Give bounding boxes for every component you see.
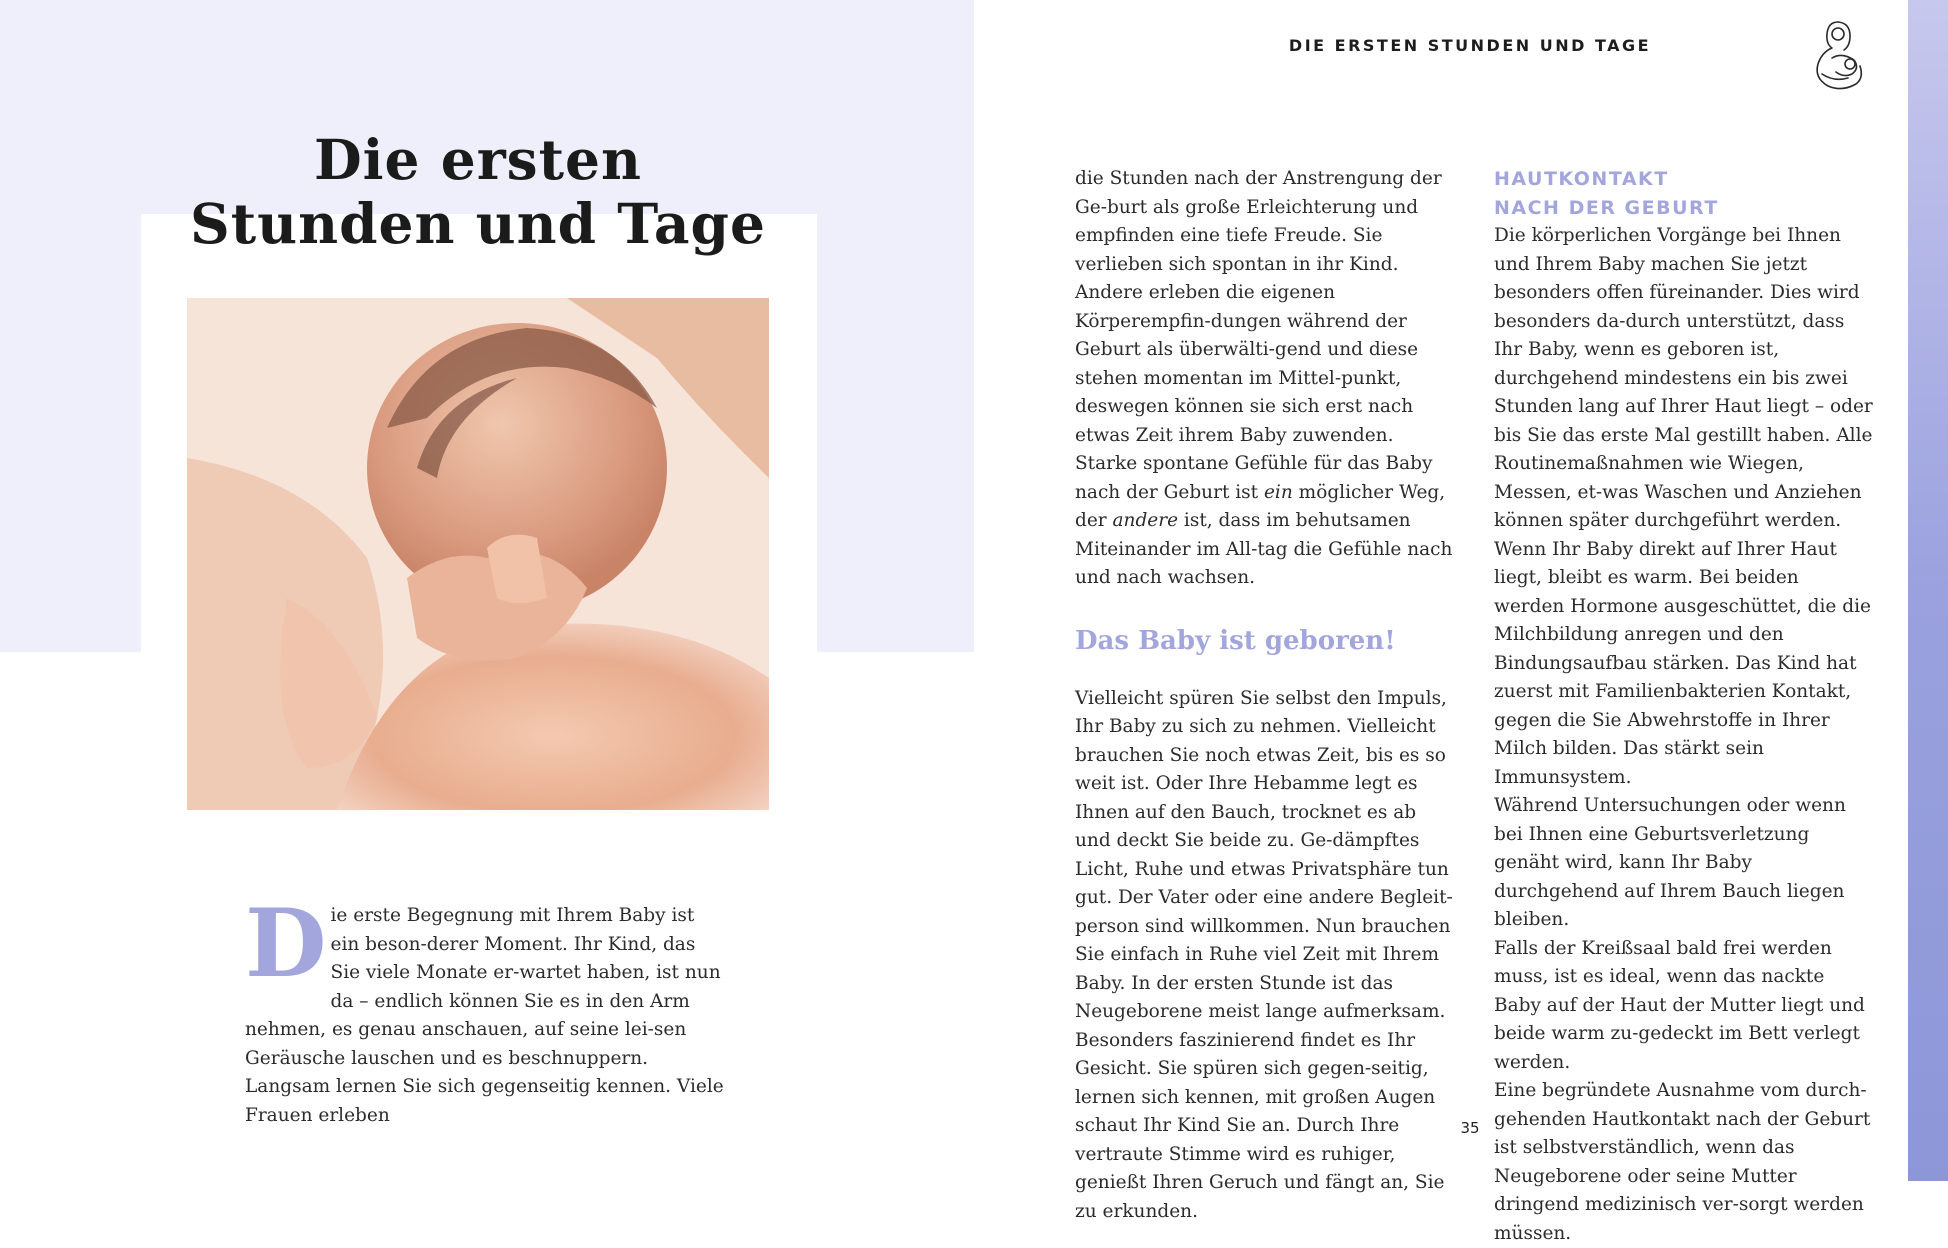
col1-p3-emphasis-ein: ein [1263, 481, 1293, 503]
col2-paragraph-4: Falls der Kreißsaal bald frei werden muss, ist es ideal, wenn das nackte Baby auf der Haut der Mutter liegt und beide warm zu-gedeckt im Bett verlegt werden. [1494, 937, 1865, 1073]
box-heading [1494, 165, 1874, 222]
page-edge-strip [1908, 0, 1948, 1181]
page-number: 35 [1460, 1119, 1480, 1137]
col1-paragraph-2: Andere erleben die eigenen Körperempfin-dungen während der Geburt als überwälti-gend und diese stehen momentan im Mittel-punkt, deswegen können sie sich erst nach etwas Zeit ihrem Baby zuwenden. [1075, 282, 1419, 446]
breastfeeding-mother-icon [1808, 16, 1868, 92]
col2-paragraph-3: Während Untersuchungen oder wenn bei Ihnen eine Geburtsverletzung genäht wird, kann Ihr Baby durchgehend auf Ihrem Bauch liegen bleiben. [1494, 795, 1846, 930]
col2-paragraph-2: Wenn Ihr Baby direkt auf Ihrer Haut liegt, bleibt es warm. Bei beiden werden Hormone ausgeschüttet, die die Milchbildung anregen und den Bindungsaufbau stärken. Das Kind hat zuerst mit Familienbakterien Kontakt, gegen die Sie Abwehrstoffe in Ihrer Milch bilden. Das stärkt sein Immunsystem. [1494, 538, 1871, 788]
col2-paragraph-1: Die körperlichen Vorgänge bei Ihnen und Ihrem Baby machen Sie jetzt besonders offen füreinander. Dies wird besonders da-durch unterstützt, dass Ihr Baby, wenn es geboren ist, durchgehend mindestens ein bis zwei Stunden lang auf Ihrer Haut liegt – oder bis Sie das erste Mal gestillt haben. Alle Routinemaßnahmen wie Wiegen, Messen, et-was Waschen und Anziehen können später durchgeführt werden. [1494, 225, 1873, 531]
drop-cap: D [245, 889, 327, 999]
chapter-title-line1: Die ersten [313, 127, 643, 192]
text-column-1 [1075, 165, 1455, 1226]
newborn-photo-illustration [187, 298, 769, 810]
col2-paragraph-5: Eine begründete Ausnahme vom durch-gehenden Hautkontakt nach der Geburt ist selbstverständlich, wenn das Neugeborene oder seine Mutter dringend medizinisch ver-sorgt werden müssen. [1494, 1080, 1871, 1244]
running-head: DIE ERSTEN STUNDEN UND TAGE [1288, 36, 1652, 55]
chapter-title [100, 128, 856, 256]
section-subheading: Das Baby ist geboren! [1075, 625, 1396, 656]
col1-p3-part-c: ist, dass im behutsamen Miteinander im All-tag die Gefühle nach und nach wachsen. [1075, 510, 1453, 588]
intro-paragraph [245, 889, 725, 1130]
col1-paragraph-4: Vielleicht spüren Sie selbst den Impuls, Ihr Baby zu sich zu nehmen. Vielleicht brauchen Sie noch etwas Zeit, bis es so weit ist. Oder Ihre Hebamme legt es Ihnen auf den Bauch, trocknet es ab und deckt Sie beide zu. Ge-dämpftes Licht, Ruhe und etwas Privatsphäre tun gut. Der Vater oder eine andere Begleit-person sind willkommen. Nun brauchen Sie einfach in Ruhe viel Zeit mit Ihrem Baby. In der ersten Stunde ist das Neugeborene meist lange aufmerksam. Besonders faszinierend findet es Ihr Gesicht. Sie spüren sich gegen-seitig, lernen sich kennen, mit großen Augen schaut Ihr Kind Sie an. Durch Ihre vertraute Stimme wird es ruhiger, genießt Ihren Geruch und fängt an, Sie zu erkunden. [1075, 687, 1453, 1222]
newborn-photo [187, 298, 769, 810]
intro-text: ie erste Begegnung mit Ihrem Baby ist ein beson-derer Moment. Ihr Kind, das Sie viele Monate er-wartet haben, ist nun da – endlich können Sie es in den Arm nehmen, es genau anschauen, auf seine lei-sen Geräusche lauschen und es beschnuppern. Langsam lernen Sie sich gegenseitig kennen. Viele Frauen erleben [245, 905, 724, 1126]
col1-p3-part-a: Starke spontane Gefühle für das Baby nach der Geburt ist [1075, 453, 1433, 503]
col1-paragraph-1: die Stunden nach der Anstrengung der Ge-burt als große Erleichterung und empfinden eine tiefe Freude. Sie verlieben sich spontan in ihr Kind. [1075, 168, 1442, 275]
text-column-2 [1494, 165, 1874, 1248]
col1-paragraph-3 [1075, 450, 1455, 593]
chapter-title-line2: Stunden und Tage [189, 191, 767, 256]
col1-p3-emphasis-andere: andere [1112, 510, 1179, 531]
box-heading-line1: HAUTKONTAKT [1494, 168, 1669, 190]
box-heading-line2: NACH DER GEBURT [1494, 196, 1719, 219]
col1-p3-part-b: möglicher Weg, der [1075, 481, 1446, 531]
